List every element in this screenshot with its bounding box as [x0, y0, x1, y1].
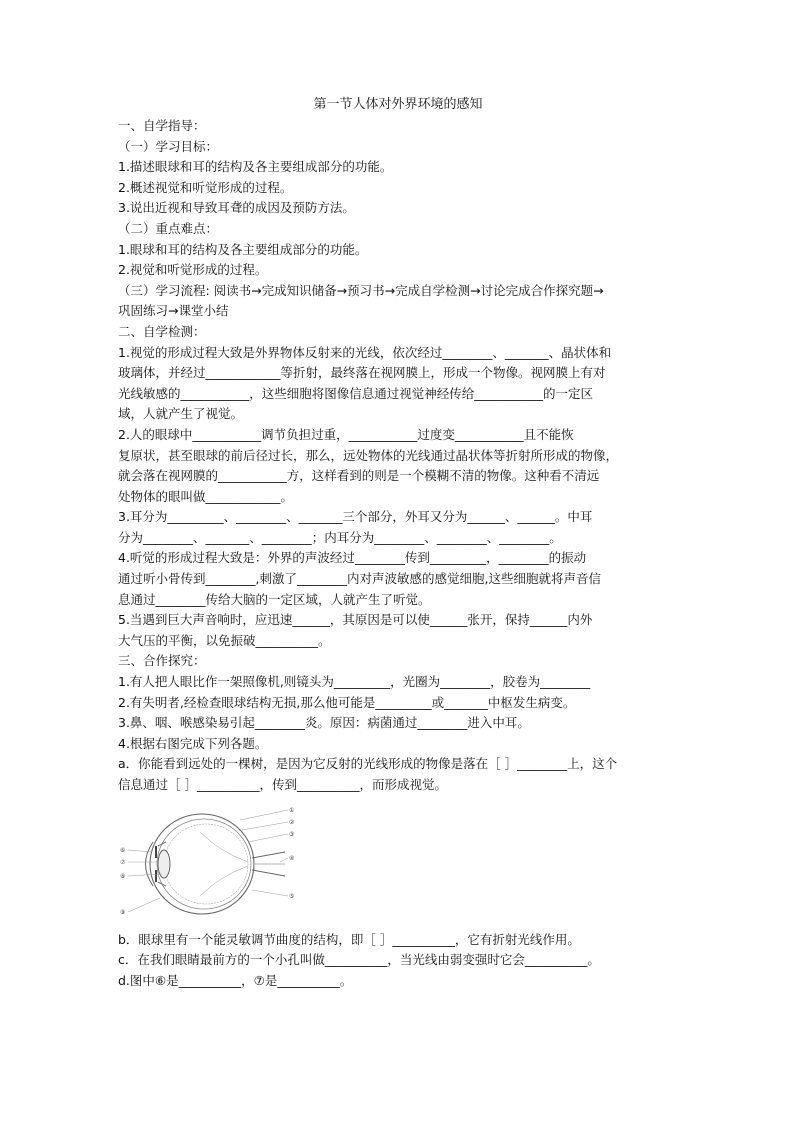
text-line: 分为________、_______、________；内耳分为________、________、________。: [118, 529, 562, 545]
text-line: d.图中⑥是__________，⑦是__________。: [118, 972, 353, 988]
eye-diagram: [120, 802, 300, 922]
label-6: ⑥: [120, 846, 126, 854]
text-line: 就会落在视网膜的___________方，这样看到的则是一个模糊不清的物像。这种看不清远: [118, 468, 600, 484]
text-line: 大气压的平衡，以免振破__________。: [118, 632, 331, 648]
text-line: 5.当遇到巨大声音响时，应迅速______，其原因是可以使______张开，保持______内外: [118, 612, 593, 628]
label-3: ③: [289, 830, 295, 838]
text-line: 复原状，甚至眼球的前后径过长，那么，远处物体的光线通过晶状体等折射所形成的物像，: [118, 447, 619, 463]
text-line: 1.视觉的形成过程大致是外界物体反射来的光线，依次经过________、_______、晶状体和: [118, 344, 612, 360]
text-line: 一、自学指导：: [118, 118, 206, 133]
label-5: ⑤: [289, 892, 295, 900]
text-line: （一）学习目标：: [118, 138, 219, 154]
text-line: 3.耳分为_________、________、_______三个部分，外耳又分为______、______。中耳: [118, 509, 593, 525]
page-title: 第一节人体对外界环境的感知: [313, 97, 483, 112]
text-line: 二、自学检测：: [118, 323, 206, 339]
text-line: 2.视觉和听觉形成的过程。: [118, 262, 268, 278]
text-line: 2.概述视觉和听觉形成的过程。: [118, 179, 293, 195]
text-line: 处物体的眼叫做____________。: [118, 488, 294, 504]
eye-structure-figure: [120, 802, 300, 922]
text-line: 2.有失明者,经检查眼球结构无损,那么他可能是_________或_______中枢发生病变。: [118, 694, 576, 710]
text-line: 1.眼球和耳的结构及各主要组成部分的功能。: [118, 241, 368, 257]
label-7: ⑦: [120, 858, 126, 866]
text-line: c．在我们眼睛最前方的一个小孔叫做__________，当光线由弱变强时它会__________。: [118, 952, 600, 968]
text-line: （三）学习流程: 阅读书→完成知识储备→预习书→完成自学检测→讨论完成合作探究题→: [118, 282, 604, 298]
text-line: 3.鼻、咽、喉感染易引起________炎。原因：病菌通过________进入中耳。: [118, 715, 530, 731]
label-4: ④: [289, 854, 295, 862]
text-line: 1.有人把人眼比作一架照像机,则镜头为_________，光圈为________，胶卷为________: [118, 674, 591, 690]
label-2: ②: [289, 818, 295, 826]
text-line: 光线敏感的___________，这些细胞将图像信息通过视觉神经传给___________的一定区: [118, 385, 594, 401]
text-line: 三、合作探究：: [118, 653, 206, 669]
text-line: 信息通过［ ］__________，传到__________，而形成视觉。: [118, 777, 447, 792]
text-line: 域，人就产生了视觉。: [118, 406, 244, 422]
text-line: a．你能看到远处的一棵树，是因为它反射的光线形成的物像是落在［ ］________上，这个: [118, 756, 618, 772]
text-line: b．眼球里有一个能灵敏调节曲度的结构，即［ ］__________，它有折射光线作用。: [118, 931, 580, 947]
label-1: ①: [289, 806, 295, 814]
text-line: 4.根据右图完成下列各题。: [118, 735, 268, 751]
label-9: ⑨: [120, 908, 126, 916]
text-line: 巩固练习→课堂小结: [118, 303, 229, 319]
worksheet-page: [118, 95, 678, 991]
text-line: （二）重点难点：: [118, 220, 219, 236]
text-line: 4.听觉的形成过程大致是：外界的声波经过________传到_________，________的振动: [118, 550, 587, 566]
text-line: 玻璃体，并经过____________等折射，最终落在视网膜上，形成一个物像。视网膜上有对: [118, 365, 606, 381]
text-line: 通过听小骨传到________,刺激了________内对声波敏感的感觉细胞,这些细胞就将声音信: [118, 571, 601, 587]
text-line: 息通过________传给大脑的一定区域，人就产生了听觉。: [118, 591, 431, 607]
text-line: 3.说出近视和导致耳聋的成因及预防方法。: [118, 200, 355, 216]
text-line: 1.描述眼球和耳的结构及各主要组成部分的功能。: [118, 159, 393, 175]
label-8: ⑧: [120, 872, 126, 880]
text-line: 2.人的眼球中___________调节负担过重，___________过度变___________且不能恢: [118, 426, 574, 442]
